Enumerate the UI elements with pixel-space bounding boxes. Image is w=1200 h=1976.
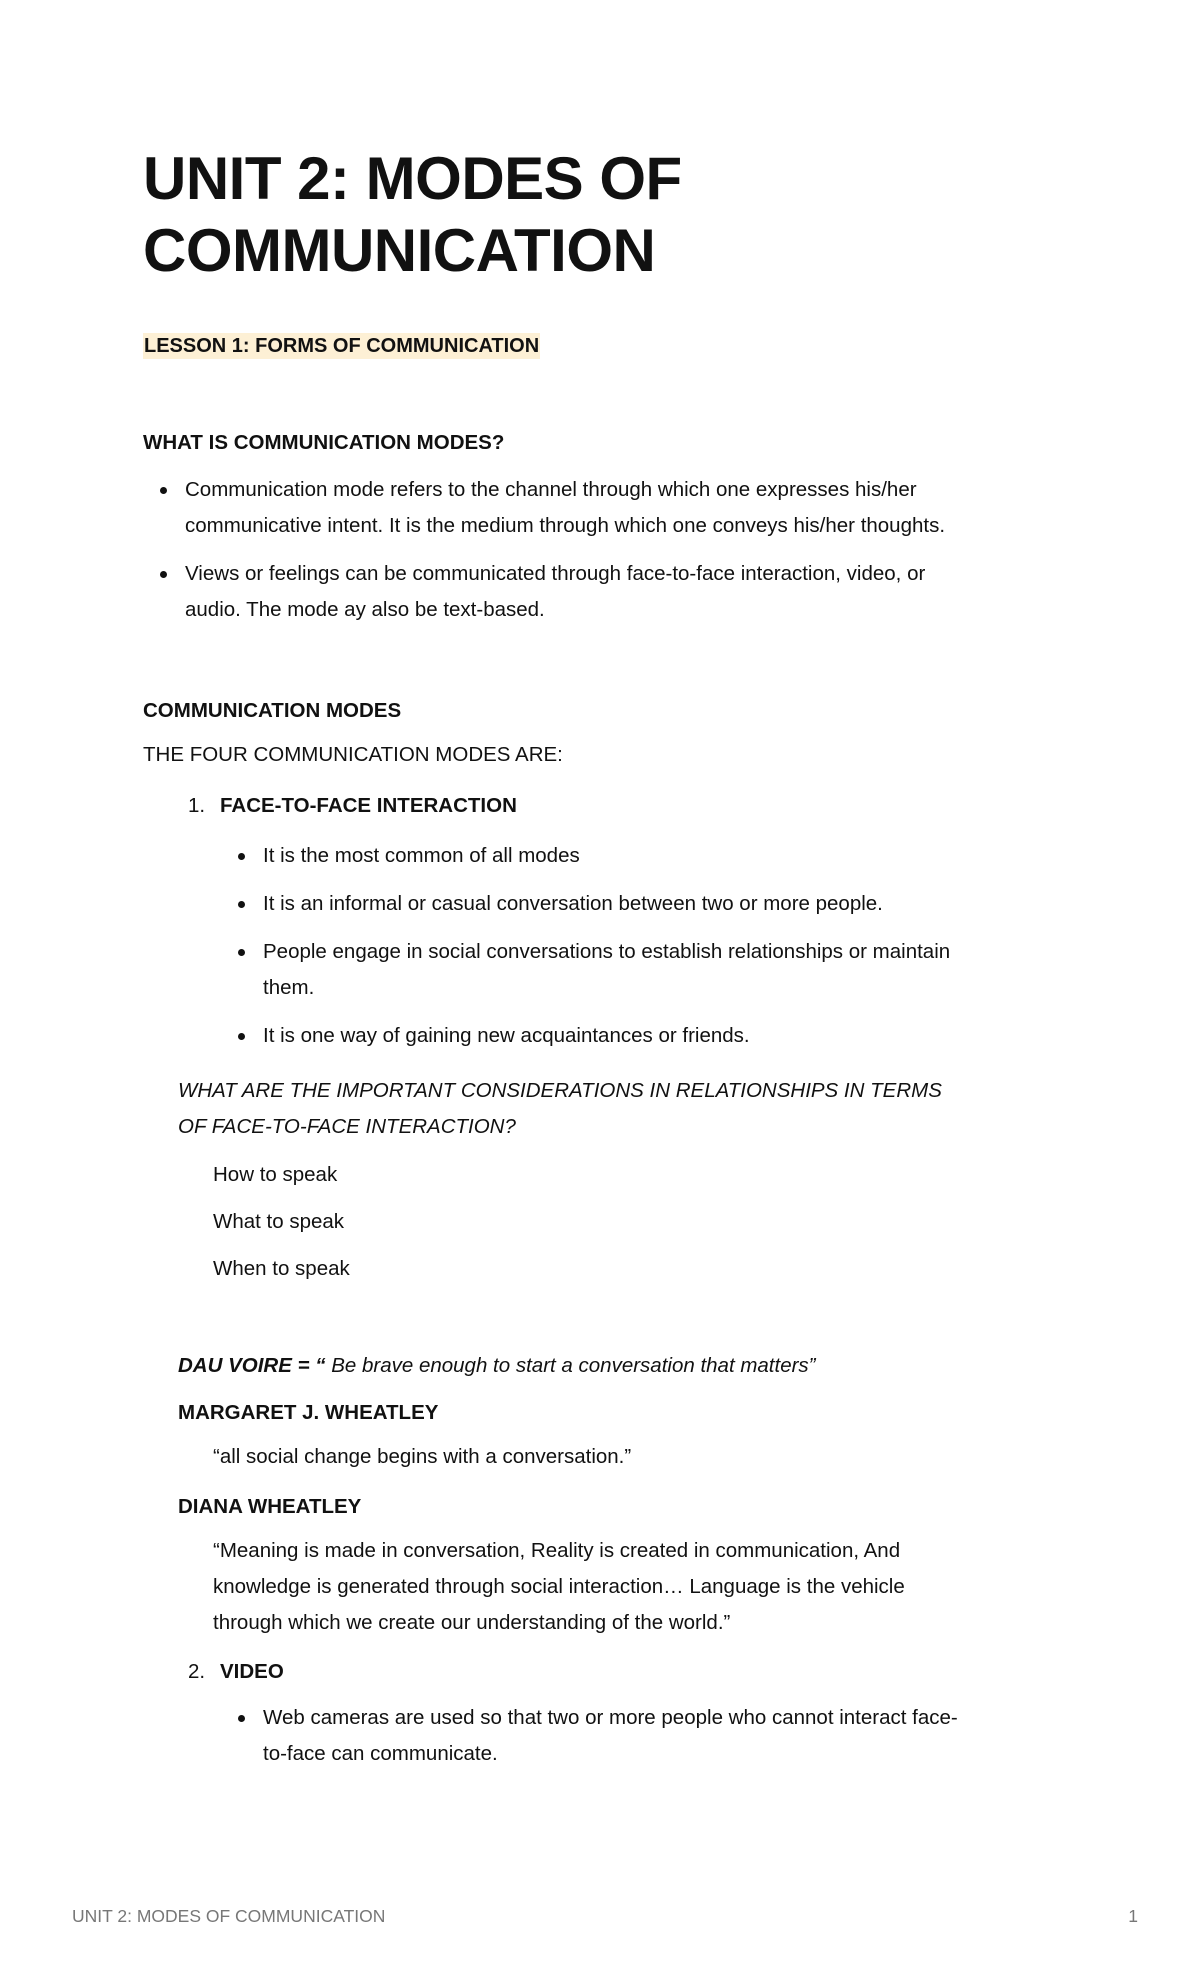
mode-label: VIDEO <box>220 1660 284 1683</box>
list-item: Views or feelings can be communicated through face-to-face interaction, video, or audio. The mode ay also be text-based. <box>185 556 1085 628</box>
diana-wheatley-name: DIANA WHEATLEY <box>178 1495 362 1518</box>
consideration-when: When to speak <box>213 1257 350 1280</box>
list-item: Communication mode refers to the channel through which one expresses his/her communicative intent. It is the medium through which one conveys his/her thoughts. <box>185 472 1085 544</box>
page-number: 1 <box>1128 1906 1138 1926</box>
mode-item-2 <box>188 1659 284 1685</box>
mode-number: 1. <box>188 794 206 817</box>
communication-modes-heading: COMMUNICATION MODES <box>143 699 402 722</box>
list-item: It is the most common of all modes <box>263 838 1083 874</box>
dau-voire-text: Be brave enough to start a conversation that matters” <box>325 1354 816 1377</box>
list-item: People engage in social conversations to establish relationships or maintain them. <box>263 934 1083 1006</box>
lesson-heading: LESSON 1: FORMS OF COMMUNICATION <box>144 335 540 357</box>
modes-intro: THE FOUR COMMUNICATION MODES ARE: <box>143 743 563 766</box>
page-title <box>143 143 682 287</box>
dau-voire-quote <box>178 1353 816 1379</box>
considerations-question: WHAT ARE THE IMPORTANT CONSIDERATIONS IN RELATIONSHIPS IN TERMS OF FACE-TO-FACE INTERACTION? <box>178 1079 942 1138</box>
mode-number: 2. <box>188 1660 206 1683</box>
video-list <box>263 1700 1083 1784</box>
list-item: It is one way of gaining new acquaintances or friends. <box>263 1018 1083 1054</box>
mode-item-1 <box>188 793 517 819</box>
title-line-2: COMMUNICATION <box>143 217 656 284</box>
title-line-1: UNIT 2: MODES OF <box>143 145 682 212</box>
what-is-list <box>185 472 1085 640</box>
consideration-what: What to speak <box>213 1210 345 1233</box>
footer-title: UNIT 2: MODES OF COMMUNICATION <box>72 1906 386 1926</box>
diana-wheatley-quote: “Meaning is made in conversation, Reality is created in communication, And knowledge is generated through social interaction… Language is the vehicle through which we create our understanding of the world.” <box>213 1539 905 1634</box>
face-to-face-list <box>263 838 1083 1066</box>
mode-label: FACE-TO-FACE INTERACTION <box>220 794 517 817</box>
margaret-wheatley-name: MARGARET J. WHEATLEY <box>178 1401 439 1424</box>
what-is-heading: WHAT IS COMMUNICATION MODES? <box>143 431 505 454</box>
dau-voire-label: DAU VOIRE = “ <box>178 1354 326 1377</box>
list-item: It is an informal or casual conversation between two or more people. <box>263 886 1083 922</box>
consideration-how: How to speak <box>213 1163 338 1186</box>
margaret-wheatley-quote: “all social change begins with a conversation.” <box>213 1445 632 1468</box>
list-item: Web cameras are used so that two or more people who cannot interact face- to-face can communicate. <box>263 1700 1083 1772</box>
